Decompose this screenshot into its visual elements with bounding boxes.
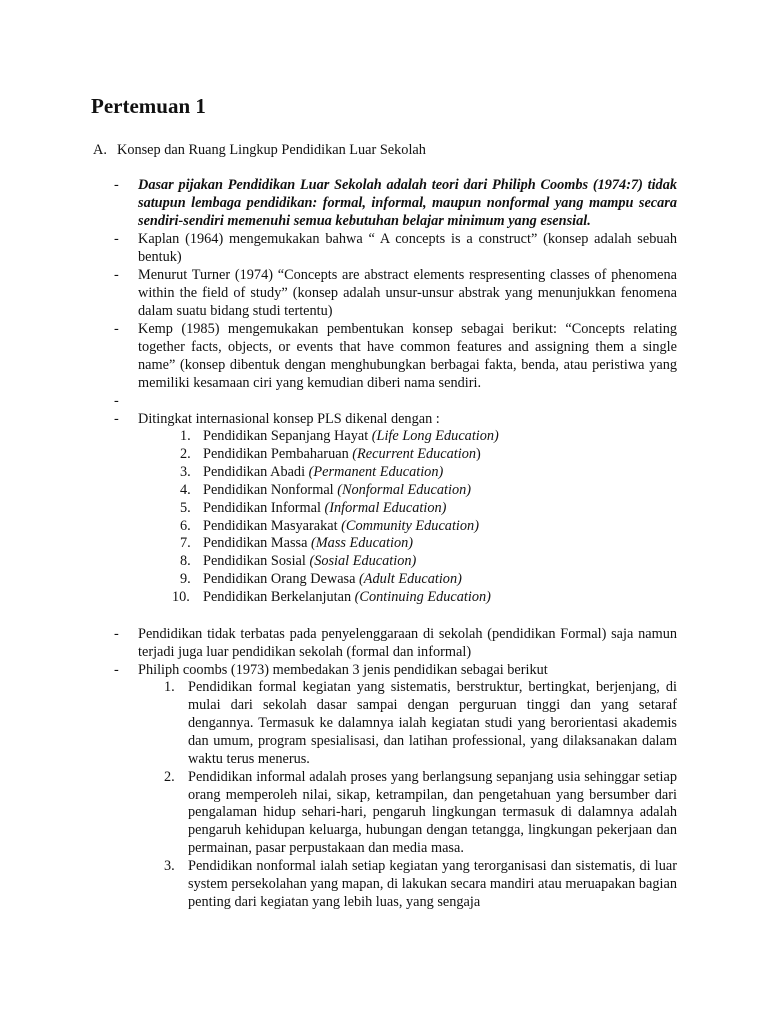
list-item: [180, 428, 677, 446]
list-item: [164, 858, 677, 912]
list-label: Pendidikan Berkelanjutan: [203, 589, 355, 606]
bullet-dash: -: [114, 626, 119, 643]
bullet-dash: -: [114, 393, 119, 409]
bullet-text-international: Ditingkat internasional konsep PLS dikenal dengan :: [138, 411, 440, 427]
section-heading: [93, 140, 426, 160]
list-item: [180, 446, 677, 464]
list-label: Pendidikan Informal: [203, 499, 325, 516]
list-label: Pendidikan Sepanjang Hayat: [203, 428, 372, 444]
bullet-item: [113, 266, 677, 320]
list-label: Pendidikan Orang Dewasa: [203, 571, 360, 588]
list-label: Pendidikan Nonformal: [203, 481, 338, 498]
list-number: 6.: [180, 517, 191, 534]
list-item: [180, 518, 677, 536]
list-paragraph: Pendidikan nonformal ialah setiap kegiatan yang terorganisasi dan sistematis, di luar system persekolahan yang mapan, di lakukan secara mandiri atau meruapakan bagian penting dari kegiatan yang lebih luas, yang sengaja: [188, 858, 677, 910]
bullet-item: [113, 625, 677, 661]
bullet-text-kaplan: Kaplan (1964) mengemukakan bahwa “ A concepts is a construct” (konsep adalah sebuah bentuk): [138, 231, 677, 265]
bullet-dash: -: [114, 321, 119, 337]
bullet-text-turner: Menurut Turner (1974) “Concepts are abstract elements respresenting classes of phenomena within the field of study” (konsep adalah unsur-unsur abstrak yang menunjukkan fenomena dalam suatu bidang studi tertentu): [138, 267, 677, 319]
list-number: 1.: [164, 679, 175, 696]
list-number: 8.: [180, 553, 191, 570]
list-term: (Mass Education): [311, 535, 414, 552]
list-paragraph: Pendidikan informal adalah proses yang berlangsung sepanjang usia sehinggar setiap orang memperoleh nilai, sikap, ketrampilan, dan pengetahuan yang bersumber dari pengalaman hidup sehari-hari, pengaruh lingkungan termasuk di dalamnya adalah pengaruh kehidupan keluarga, hubungan dengan tetangga, lingkungan pekerjaan dan permainan, pasar perpustakaan dan media masa.: [188, 768, 677, 857]
list-term: (Community Education): [341, 517, 479, 534]
bullet-dash: -: [114, 411, 119, 427]
list-paragraph: Pendidikan formal kegiatan yang sistematis, berstruktur, bertingkat, berjenjang, di mulai dari sekolah dasar sampai dengan perguruan tinggi dan yang setaraf dengannya. Termasuk ke dalamnya ialah kegiatan studi yang berorientasi akademis dan umum, program spesialisasi, dan latihan professional, yang dilaksanakan dalam waktu terus menerus.: [188, 679, 677, 767]
list-term: (Nonformal Education): [337, 481, 472, 498]
list-number: 5.: [180, 499, 191, 516]
list-item: [164, 679, 677, 769]
section-letter: A.: [93, 142, 107, 158]
bullet-text-scope: Pendidikan tidak terbatas pada penyelenggaraan di sekolah (pendidikan Formal) saja namun terjadi juga luar pendidikan sekolah (formal dan informal): [138, 626, 677, 661]
list-number: 7.: [180, 535, 191, 552]
list-item: [180, 571, 677, 589]
list-item: [180, 500, 677, 518]
list-number: 4.: [180, 481, 191, 498]
bullet-dash: -: [114, 662, 119, 679]
list-item: [164, 768, 677, 859]
bullet-item-empty: [113, 392, 677, 410]
list-label: Pendidikan Sosial: [203, 553, 310, 570]
education-types-list: [164, 679, 677, 912]
bullet-text-coombs-basis: Dasar pijakan Pendidikan Luar Sekolah adalah teori dari Philiph Coombs (1974:7) tidak satupun lembaga pendidikan: formal, informal, maupun nonformal yang mampu secara sendiri-sendiri memenuhi semua kebutuhan belajar minimum yang esensial.: [138, 177, 677, 229]
bullet-item: [113, 661, 677, 912]
bullet-item: [113, 410, 677, 607]
list-item: [172, 589, 677, 607]
list-number: 2.: [164, 768, 175, 785]
international-terms-list: [172, 428, 677, 607]
bullet-list: [113, 176, 677, 912]
bullet-dash: -: [114, 177, 119, 193]
list-term: (Permanent Education): [308, 463, 444, 480]
list-term: (Sosial Education): [309, 553, 417, 570]
list-term: (Informal Education): [324, 499, 447, 516]
list-term: (Life Long Education): [371, 428, 499, 444]
section-title: Konsep dan Ruang Lingkup Pendidikan Luar Sekolah: [117, 142, 426, 158]
bullet-text-coombs-types: Philiph coombs (1973) membedakan 3 jenis pendidikan sebagai berikut: [138, 662, 548, 679]
bullet-text-kemp: Kemp (1985) mengemukakan pembentukan konsep sebagai berikut: “Concepts relating together facts, objects, or events that have common features and assigning them a single name” (konsep dibentuk dengan menghubungkan berbagai fakta, benda, atau peristiwa yang memiliki kesamaan ciri yang kemudian diberi nama sendiri.: [138, 321, 677, 391]
list-number: 3.: [180, 463, 191, 480]
bullet-item: [113, 320, 677, 392]
list-item: [180, 553, 677, 571]
bullet-dash: -: [114, 231, 119, 247]
bullet-item: [113, 230, 677, 266]
list-label: Pendidikan Pembaharuan: [203, 445, 353, 462]
list-tail: ): [476, 445, 481, 462]
list-term: (Continuing Education): [354, 589, 491, 606]
list-item: [180, 535, 677, 553]
list-term: (Adult Education): [359, 571, 462, 588]
list-number: 9.: [180, 571, 191, 588]
list-term: (Recurrent Education: [352, 445, 477, 462]
list-item: [180, 482, 677, 500]
bullet-text-empty: [138, 392, 677, 410]
list-number: 2.: [180, 445, 191, 462]
page-title: Pertemuan 1: [91, 94, 206, 118]
list-item: [180, 464, 677, 482]
list-label: Pendidikan Massa: [203, 535, 312, 552]
list-label: Pendidikan Masyarakat: [203, 517, 342, 534]
bullet-dash: -: [114, 267, 119, 283]
list-number: 1.: [180, 428, 191, 444]
bullet-item: [113, 176, 677, 230]
list-number: 3.: [164, 858, 175, 875]
list-number: 10.: [172, 589, 190, 606]
list-label: Pendidikan Abadi: [203, 463, 309, 480]
